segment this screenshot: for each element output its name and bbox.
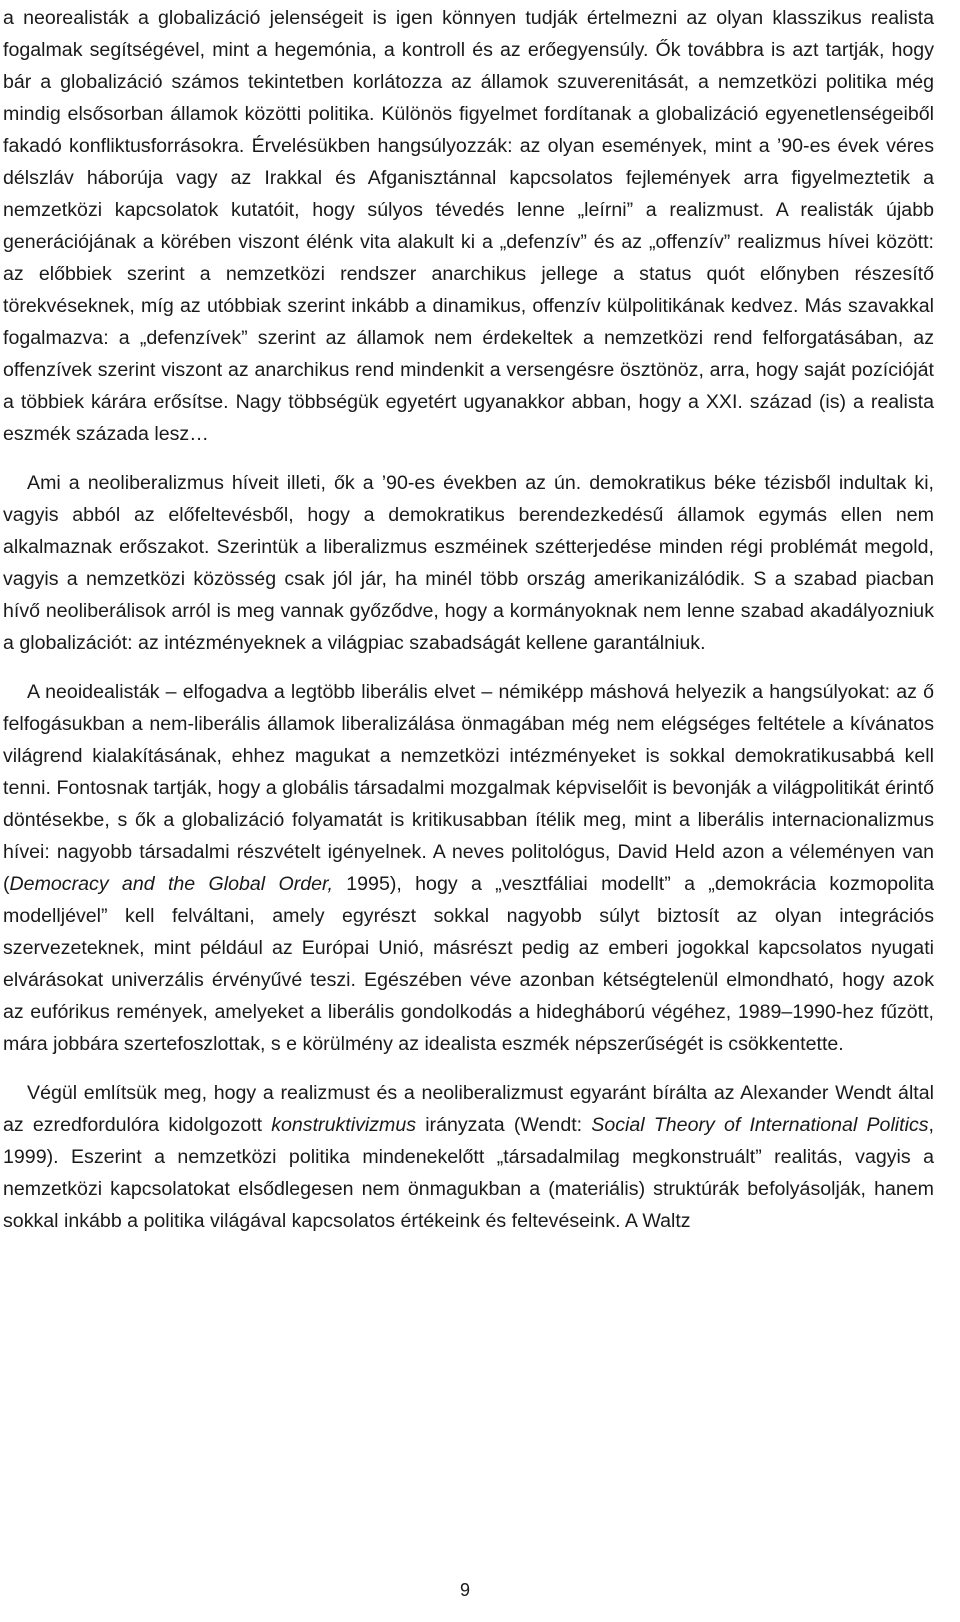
paragraph-3-text-start: A neoidealisták – elfogadva a legtöbb liberális elvet – némiképp máshová helyezik a hangsúlyokat: az ő felfogásukban a nem-liberális államok liberalizálása önmagában még nem elégséges feltétele a kívánatos világrend kialakításának, ehhez magukat a nemzetközi intézményeket is sokkal demokratikusabbá kell tenni. Fontosnak tartják, hogy a globális társadalmi mozgalmak képviselőit is bevonják a világpolitikát érintő döntésekbe, s ők a globalizáció folyamatát is kritikusabban ítélik meg, mint a liberális internacionalizmus hívei: nagyobb társadalmi részvételt igényelnek. A neves politológus, David Held azon a véleményen van ( [3, 681, 934, 895]
paragraph-4 [3, 1077, 934, 1237]
paragraph-4-text-start: Végül említsük meg, hogy a realizmust és a neoliberalizmust egyaránt bírálta az Alexander Wendt által az ezredfordulóra kidolgozott [3, 1082, 934, 1136]
term-konstruktivizmus: konstruktivizmus [271, 1114, 417, 1136]
paragraph-gap [3, 450, 934, 467]
book-title-social-theory: Social Theory of International Politics [591, 1114, 929, 1136]
paragraph-4-text-middle: irányzata (Wendt: [416, 1114, 592, 1136]
paragraph-1 [3, 2, 934, 450]
paragraph-2-text: Ami a neoliberalizmus híveit illeti, ők a ’90-es években az ún. demokratikus béke tézisből indultak ki, vagyis abból az előfeltevésből, hogy a demokratikus berendezkedésű államok egymás ellen nem alkalmaznak erőszakot. Szerintük a liberalizmus eszméinek szétterjedése minden régi problémát megold, vagyis a nemzetközi közösség csak jól jár, ha minél több ország amerikanizálódik. S a szabad piacban hívő neoliberálisok arról is meg vannak győződve, hogy a kormányoknak nem lenne szabad akadályozniuk a globalizációt: az intézményeknek a világpiac szabadságát kellene garantálniuk. [3, 472, 934, 654]
page-number: 9 [459, 1580, 470, 1600]
paragraph-3-text-end: 1995), hogy a „vesztfáliai modellt” a „demokrácia kozmopolita modelljével” kell felváltani, amely egyrészt sokkal nagyobb súlyt biztosít az olyan integrációs szervezeteknek, mint például az Európai Unió, másrészt pedig az emberi jogokkal kapcsolatos nyugati elvárásokat univerzális érvényűvé teszi. Egészében véve azonban kétségtelenül elmondható, hogy azok az eufórikus remények, amelyeket a liberális gondolkodás a hidegháború végéhez, 1989–1990-hez fűzött, mára jobbára szertefoszlottak, s e körülmény az idealista eszmék népszerűségét is csökkentette. [3, 873, 934, 1055]
paragraph-2 [3, 467, 934, 659]
paragraph-gap [3, 1060, 934, 1077]
book-title-democracy: Democracy and the Global Order, [9, 873, 333, 895]
paragraph-gap [3, 659, 934, 676]
paragraph-1-text: a neorealisták a globalizáció jelenségeit is igen könnyen tudják értelmezni az olyan klasszikus realista fogalmak segítségével, mint a hegemónia, a kontroll és az erőegyensúly. Ők továbbra is azt tartják, hogy bár a globalizáció számos tekintetben korlátozza az államok szuverenitását, a nemzetközi politika még mindig elsősorban államok közötti politika. Különös figyelmet fordítanak a globalizáció egyenetlenségeiből fakadó konfliktusforrásokra. Érvelésükben hangsúlyozzák: az olyan események, mint a ’90-es évek véres délszláv háborúja vagy az Irakkal és Afganisztánnal kapcsolatos fejlemények arra figyelmeztetik a nemzetközi kapcsolatok kutatóit, hogy súlyos tévedés lenne „leírni” a realizmust. A realisták újabb generációjának a körében viszont élénk vita alakult ki a „defenzív” és az „offenzív” realizmus hívei között: az előbbiek szerint a nemzetközi rendszer anarchikus jellege a status quót előnyben részesítő törekvéseknek, míg az utóbbiak szerint inkább a dinamikus, offenzív külpolitikának kedvez. Más szavakkal fogalmazva: a „defenzívek” szerint az államok nem érdekeltek a nemzetközi rend felforgatásában, az offenzívek szerint viszont az anarchikus rend mindenkit a versengésre ösztönöz, arra, hogy saját pozícióját a többiek kárára erősítse. Nagy többségük egyetért ugyanakkor abban, hogy a XXI. század (is) a realista eszmék százada lesz… [3, 7, 934, 445]
paragraph-4-text-end: , 1999). Eszerint a nemzetközi politika mindenekelőtt „társadalmilag megkonstruált” realitás, vagyis a nemzetközi kapcsolatokat elsődlegesen nem önmagukban a (materiális) struktúrák befolyásolják, hanem sokkal inkább a politika világával kapcsolatos értékeink és feltevéseink. A Waltz [3, 1114, 934, 1232]
paragraph-3 [3, 676, 934, 1060]
